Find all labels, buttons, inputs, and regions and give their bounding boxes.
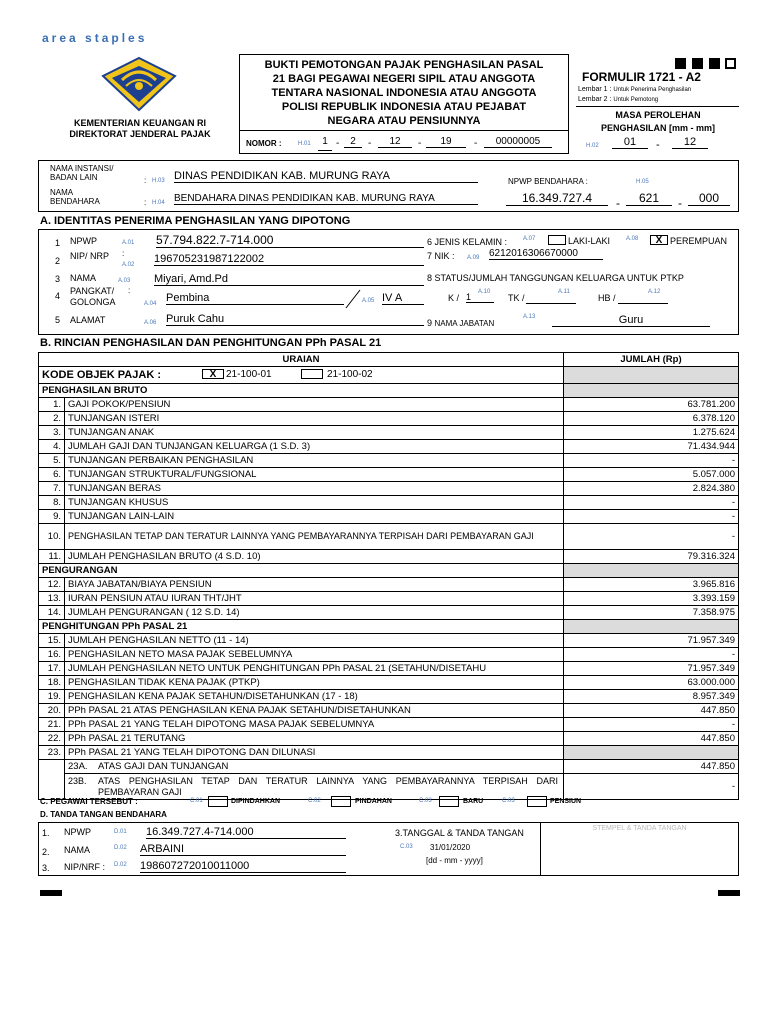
jk-perempuan-checkbox[interactable]: X xyxy=(650,235,668,245)
masa-title: MASA PEROLEHAN xyxy=(615,110,701,120)
section-d-title: D. TANDA TANGAN BENDAHARA xyxy=(40,810,167,819)
jk-laki-checkbox[interactable] xyxy=(548,235,566,245)
table-row xyxy=(39,690,739,704)
directorate-name: DIREKTORAT JENDERAL PAJAK xyxy=(69,129,211,139)
row-label: TUNJANGAN PERBAIKAN PENGHASILAN xyxy=(65,454,564,468)
table-row xyxy=(39,412,739,426)
row-number: 8. xyxy=(39,496,65,510)
table-row xyxy=(39,662,739,676)
row-label: ATAS PENGHASILAN TETAP DAN TERATUR LAINNYA YANG PEMBAYARANNYA TERPISAH DARI PEMBAYARAN GAJI xyxy=(98,775,558,797)
table-row xyxy=(39,746,739,760)
table-row xyxy=(39,426,739,440)
row-value: 71.957.349 xyxy=(564,662,739,676)
row-value: 3.393.159 xyxy=(564,592,739,606)
row-value: - xyxy=(564,496,739,510)
row-label: PPh PASAL 21 ATAS PENGHASILAN KENA PAJAK SETAHUN/DISETAHUNKAN xyxy=(65,704,564,718)
nomor-2: 2 xyxy=(344,136,362,148)
table-row xyxy=(39,550,739,564)
row-value: 1.275.624 xyxy=(564,426,739,440)
row-number: 19. xyxy=(39,690,65,704)
table-row xyxy=(39,496,739,510)
table-row xyxy=(39,774,739,800)
recipient-jabatan: Guru xyxy=(552,314,710,327)
bendahara-npwp: 16.349.727.4-714.000 xyxy=(146,826,346,839)
row-number: 17. xyxy=(39,662,65,676)
npwp-bendahara-2: 621 xyxy=(626,191,672,206)
row-number: 23A. xyxy=(68,760,88,772)
recipient-pangkat: Pembina xyxy=(166,292,344,305)
bendahara-value: BENDAHARA DINAS PENDIDIKAN KAB. MURUNG RAYA xyxy=(174,193,478,205)
row-number: 15. xyxy=(39,634,65,648)
row-value: 7.358.975 xyxy=(564,606,739,620)
row-label: TUNJANGAN ISTERI xyxy=(65,412,564,426)
row-value: 447.850 xyxy=(564,704,739,718)
table-row xyxy=(39,578,739,592)
stempel-label: STEMPEL & TANDA TANGAN xyxy=(592,825,687,832)
row-value: 447.850 xyxy=(564,732,739,746)
instansi-value: DINAS PENDIDIKAN KAB. MURUNG RAYA xyxy=(174,170,478,183)
row-value: 71.434.944 xyxy=(564,440,739,454)
row-number: 13. xyxy=(39,592,65,606)
row-label: JUMLAH PENGHASILAN BRUTO (4 S.D. 10) xyxy=(65,550,564,564)
row-number: 9. xyxy=(39,510,65,524)
table-row xyxy=(39,524,739,550)
nomor-3: 12 xyxy=(378,136,412,148)
table-row xyxy=(39,760,739,774)
row-number: 14. xyxy=(39,606,65,620)
status-k-value: 1 xyxy=(466,292,494,303)
row-label: TUNJANGAN STRUKTURAL/FUNGSIONAL xyxy=(65,468,564,482)
bendahara-label: NAMA BENDAHARA xyxy=(50,188,100,206)
tanggal-label: 3.TANGGAL & TANDA TANGAN xyxy=(395,828,524,838)
row-label: IURAN PENSIUN ATAU IURAN THT/JHT xyxy=(65,592,564,606)
row-value: - xyxy=(564,718,739,732)
row-number: 22. xyxy=(39,732,65,746)
row-value: 3.965.816 xyxy=(564,578,739,592)
row-value: 63.000.000 xyxy=(564,676,739,690)
table-row xyxy=(39,482,739,496)
table-row xyxy=(39,732,739,746)
row-label: JUMLAH PENGURANGAN ( 12 S.D. 14) xyxy=(65,606,564,620)
recipient-alamat: Puruk Cahu xyxy=(166,313,424,326)
row-label: BIAYA JABATAN/BIAYA PENSIUN xyxy=(65,578,564,592)
row-value: 2.824.380 xyxy=(564,482,739,496)
row-value: - xyxy=(564,454,739,468)
row-label: PPh PASAL 21 YANG TELAH DIPOTONG MASA PAJAK SEBELUMNYA xyxy=(65,718,564,732)
table-row xyxy=(39,676,739,690)
nomor-4: 19 xyxy=(426,136,466,148)
income-table: URAIAN JUMLAH (Rp) KODE OBJEK PAJAK : X 21-100-01 21-100-02 PENGHASILAN BRUTO 1. GAJI POKOK/PENSIUN 63.781.200 2. TUNJANGAN ISTERI 6.378.120 3. TUNJANGAN ANAK 1.275.624 4. JUMLAH GAJI DAN TUNJANGAN KELUARGA (1 S.D. 3) 71.434.944 5. TUNJANGAN PERBAIKAN PENGHASILAN - 6. TUNJANGAN STRUKTURAL/FUNGSIONAL 5.057.000 7. TUNJANGAN BERAS 2.824.380 8. TUNJANGAN KHUSUS - 9. TUNJANGAN LAIN-LAIN - 10. PENGHASILAN TETAP DAN TERATUR LAINNYA YANG PEMBAYARANNYA TERPISAH DARI PEMBAYARAN GAJI - 11. JUMLAH PENGHASILAN BRUTO (4 S.D. 10) 79.316.324 PENGURANGAN 12. BIAYA JABATAN/BIAYA PENSIUN 3.965.816 13. IURAN PENSIUN ATAU IURAN THT/JHT 3.393.159 14. JUMLAH PENGURANGAN ( 12 S.D. 14) 7.358.975 PENGHITUNGAN PPh PASAL 21 15. JUMLAH PENGHASILAN NETTO (11 - 14) 71.957.349 16. PENGHASILAN NETO MASA PAJAK SEBELUMNYA - 17. JUMLAH PENGHASILAN NETO UNTUK PENGHITUNGAN PPh PASAL 21 (SETAHUN/DISETAHU 71.957.349 18. PENGHASILAN TIDAK KENA PAJAK (PTKP) 63.000.000 19. PENGHASILAN KENA PAJAK SETAHUN/DISETAHUNKAN (17 - 18) 8.957.349 20. PPh PASAL 21 ATAS PENGHASILAN KENA PAJAK SETAHUN/DISETAHUNKAN 447.850 21. PPh PASAL 21 YANG TELAH DIPOTONG MASA PAJAK SEBELUMNYA - 22. PPh PASAL 21 TERUTANG 447.850 23. PPh PASAL 21 YANG TELAH DIPOTONG DAN DILUNASI 23A. ATAS GAJI DAN TUNJANGAN 447.850 23B. ATAS PENGHASILAN TETAP DAN TERATUR LAINNYA YANG PEMBAYARANNYA TERPISAH DARI PEMBAYARAN GAJI - xyxy=(38,352,739,800)
table-row xyxy=(39,718,739,732)
section-heading: PENGURANGAN xyxy=(39,564,564,578)
row-number: 23B. xyxy=(68,775,87,786)
row-number: 18. xyxy=(39,676,65,690)
row-number: 7. xyxy=(39,482,65,496)
c04-checkbox[interactable] xyxy=(527,796,547,807)
masa-to: 12 xyxy=(672,136,708,149)
bendahara-nip: 198607272010011000 xyxy=(140,860,346,873)
row-value: 6.378.120 xyxy=(564,412,739,426)
status-hb-value xyxy=(618,292,668,304)
kode-21-100-02-checkbox[interactable] xyxy=(301,369,323,379)
row-label: PENGHASILAN NETO MASA PAJAK SEBELUMNYA xyxy=(65,648,564,662)
row-label: GAJI POKOK/PENSIUN xyxy=(65,398,564,412)
row-value: 5.057.000 xyxy=(564,468,739,482)
row-number: 11. xyxy=(39,550,65,564)
row-number: 6. xyxy=(39,468,65,482)
row-label: PENGHASILAN TETAP DAN TERATUR LAINNYA YANG PEMBAYARANNYA TERPISAH DARI PEMBAYARAN GAJI xyxy=(65,524,564,550)
row-number: 12. xyxy=(39,578,65,592)
form-name: FORMULIR 1721 - A2 xyxy=(582,70,701,84)
section-c-title: C. PEGAWAI TERSEBUT : xyxy=(40,797,138,806)
table-row xyxy=(39,634,739,648)
document-title: BUKTI PEMOTONGAN PAJAK PENGHASILAN PASAL 21 BAGI PEGAWAI NEGERI SIPIL ATAU ANGGOTA TENTARA NASIONAL INDONESIA ATAU ANGGOTA POLISI REPUBLIK INDONESIA ATAU PEJABAT NEGARA ATAU PENSIUNNYA xyxy=(264,59,544,127)
row-label: PENGHASILAN KENA PAJAK SETAHUN/DISETAHUNKAN (17 - 18) xyxy=(65,690,564,704)
row-number: 16. xyxy=(39,648,65,662)
row-value: 63.781.200 xyxy=(564,398,739,412)
nomor-5: 00000005 xyxy=(484,136,552,148)
section-b-title: B. RINCIAN PENGHASILAN DAN PENGHITUNGAN PPh PASAL 21 xyxy=(40,337,382,349)
row-number: 5. xyxy=(39,454,65,468)
tanggal-value: 31/01/2020 xyxy=(430,843,471,852)
row-value: - xyxy=(564,524,739,550)
row-label: PENGHASILAN TIDAK KENA PAJAK (PTKP) xyxy=(65,676,564,690)
table-row xyxy=(39,440,739,454)
row-value xyxy=(564,746,739,760)
recipient-golongan: IV A xyxy=(382,292,424,305)
col-jumlah: JUMLAH (Rp) xyxy=(564,353,739,367)
nomor-label: NOMOR : xyxy=(246,139,282,148)
row-number: 2. xyxy=(39,412,65,426)
row-number: 10. xyxy=(39,524,65,550)
row-value: - xyxy=(564,648,739,662)
row-label: PPh PASAL 21 YANG TELAH DIPOTONG DAN DILUNASI xyxy=(65,746,564,760)
row-label: ATAS GAJI DAN TUNJANGAN xyxy=(98,760,229,772)
kode-21-100-01-checkbox[interactable]: X xyxy=(202,369,224,379)
row-number: 23. xyxy=(39,746,65,760)
recipient-nip: 196705231987122002 xyxy=(154,253,424,266)
recipient-nik: 6212016306670000 xyxy=(489,248,603,260)
masa-from: 01 xyxy=(612,136,648,149)
instansi-label: NAMA INSTANSI/ BADAN LAIN xyxy=(50,164,114,182)
row-label: TUNJANGAN LAIN-LAIN xyxy=(65,510,564,524)
row-value: 8.957.349 xyxy=(564,690,739,704)
row-number: 20. xyxy=(39,704,65,718)
ministry-logo xyxy=(100,56,178,112)
npwp-bendahara-1: 16.349.727.4 xyxy=(506,191,608,206)
table-row xyxy=(39,606,739,620)
table-row xyxy=(39,648,739,662)
row-value: 71.957.349 xyxy=(564,634,739,648)
row-number: 21. xyxy=(39,718,65,732)
npwp-bendahara-3: 000 xyxy=(688,191,730,206)
row-label: PPh PASAL 21 TERUTANG xyxy=(65,732,564,746)
row-label: TUNJANGAN KHUSUS xyxy=(65,496,564,510)
c01-checkbox[interactable] xyxy=(208,796,228,807)
brand-watermark: area staples xyxy=(42,31,148,45)
recipient-npwp: 57.794.822.7-714.000 xyxy=(156,233,424,248)
row-value: - xyxy=(564,774,739,800)
row-label: JUMLAH PENGHASILAN NETO UNTUK PENGHITUNGAN PPh PASAL 21 (SETAHUN/DISETAHU xyxy=(65,662,564,676)
section-heading: PENGHITUNGAN PPh PASAL 21 xyxy=(39,620,564,634)
table-row xyxy=(39,468,739,482)
row-label: JUMLAH GAJI DAN TUNJANGAN KELUARGA (1 S.D. 3) xyxy=(65,440,564,454)
npwp-bendahara-label: NPWP BENDAHARA : xyxy=(508,177,588,186)
nomor-1: 1 xyxy=(322,136,328,147)
table-row xyxy=(39,592,739,606)
row-label: JUMLAH PENGHASILAN NETTO (11 - 14) xyxy=(65,634,564,648)
table-row xyxy=(39,398,739,412)
row-number: 3. xyxy=(39,426,65,440)
table-row xyxy=(39,454,739,468)
col-uraian: URAIAN xyxy=(39,353,564,367)
row-label: TUNJANGAN BERAS xyxy=(65,482,564,496)
row-value: 79.316.324 xyxy=(564,550,739,564)
ministry-name: KEMENTERIAN KEUANGAN RI xyxy=(73,118,206,128)
c02-checkbox[interactable] xyxy=(331,796,351,807)
section-a-title: A. IDENTITAS PENERIMA PENGHASILAN YANG DIPOTONG xyxy=(40,215,351,227)
row-number: 1. xyxy=(39,398,65,412)
bendahara-nama: ARBAINI xyxy=(140,843,346,856)
c03-checkbox[interactable] xyxy=(439,796,459,807)
table-row xyxy=(39,704,739,718)
row-label: TUNJANGAN ANAK xyxy=(65,426,564,440)
recipient-nama: Miyari, Amd.Pd xyxy=(154,273,424,286)
row-value: - xyxy=(564,510,739,524)
row-value: 447.850 xyxy=(564,760,739,774)
table-row xyxy=(39,510,739,524)
row-number: 4. xyxy=(39,440,65,454)
